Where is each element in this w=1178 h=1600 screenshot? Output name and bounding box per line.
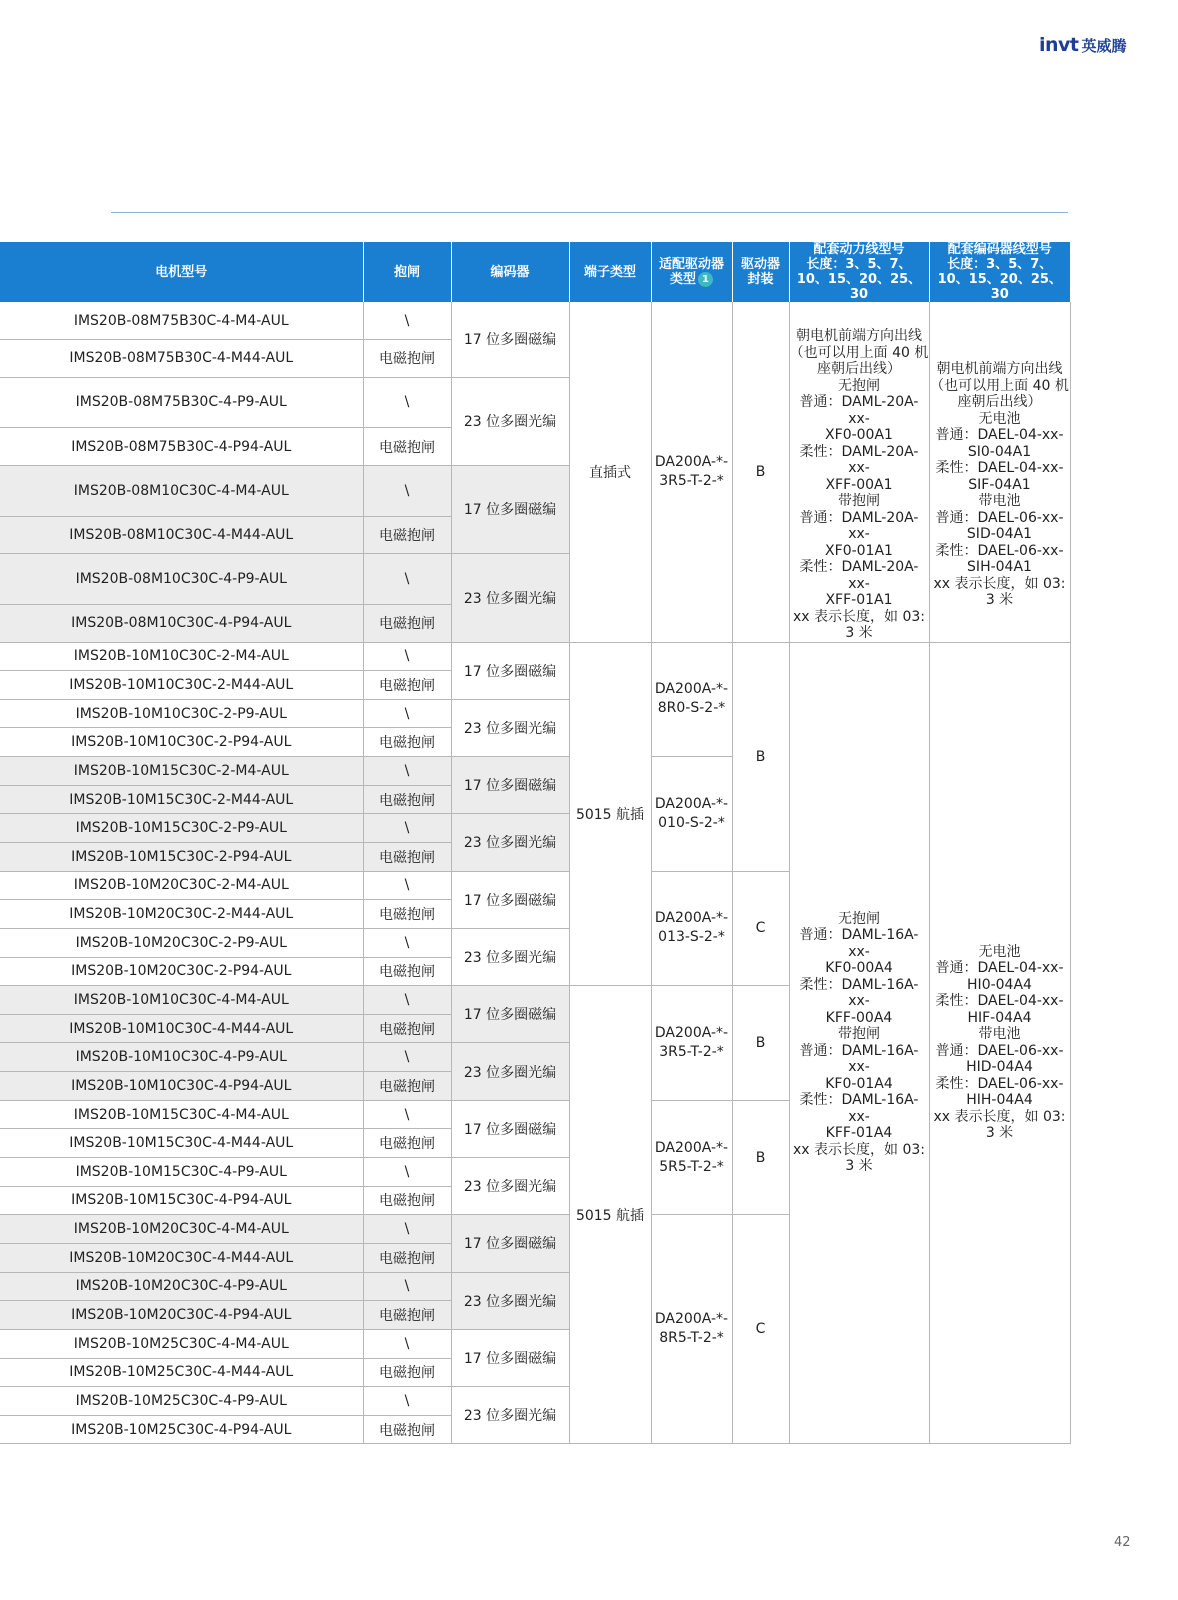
cell-terminal: 5015 航插	[569, 642, 651, 986]
cell-model: IMS20B-10M15C30C-2-M44-AUL	[0, 785, 363, 814]
cell-brake: \	[363, 1272, 451, 1301]
cell-driver-type: DA200A-*- 5R5-T-2-*	[651, 1100, 732, 1215]
cell-encoder: 23 位多圈光编	[451, 928, 569, 985]
cell-brake: 电磁抱闸	[363, 957, 451, 986]
cell-encoder: 17 位多圈磁编	[451, 986, 569, 1043]
cell-brake: \	[363, 814, 451, 843]
cell-encoder: 23 位多圈光编	[451, 1043, 569, 1100]
brand-mark: invt	[1039, 34, 1079, 56]
cell-model: IMS20B-10M20C30C-2-P94-AUL	[0, 957, 363, 986]
cell-brake: \	[363, 928, 451, 957]
brand-name: 英威腾	[1081, 36, 1127, 55]
cell-driver-type: DA200A-*- 8R5-T-2-*	[651, 1215, 732, 1444]
cell-model: IMS20B-10M15C30C-2-M4-AUL	[0, 757, 363, 786]
cell-brake: 电磁抱闸	[363, 516, 451, 554]
table-header-row	[0, 242, 1070, 302]
cell-encoder: 17 位多圈磁编	[451, 871, 569, 928]
cell-brake: 电磁抱闸	[363, 1014, 451, 1043]
cell-encoder: 23 位多圈光编	[451, 814, 569, 871]
cell-model: IMS20B-10M20C30C-2-P9-AUL	[0, 928, 363, 957]
cell-brake: \	[363, 302, 451, 340]
table-row	[0, 302, 1070, 340]
note-badge: 1	[698, 272, 713, 287]
cell-encoder-cable: 无电池 普通：DAEL-04-xx- HI0-04A4 柔性：DAEL-04-xx- HIF-04A4 带电池 普通：DAEL-06-xx- HID-04A4 柔性：DAEL-06-xx- HIH-04A4 xx 表示长度，如 03: 3 米	[929, 642, 1070, 1444]
cell-encoder: 17 位多圈磁编	[451, 302, 569, 377]
cell-brake: 电磁抱闸	[363, 428, 451, 466]
cell-model: IMS20B-10M15C30C-2-P9-AUL	[0, 814, 363, 843]
header-terminal: 端子类型	[569, 242, 651, 302]
cell-model: IMS20B-10M25C30C-4-M4-AUL	[0, 1329, 363, 1358]
cell-model: IMS20B-10M10C30C-4-P94-AUL	[0, 1072, 363, 1101]
cell-brake: 电磁抱闸	[363, 900, 451, 929]
cell-model: IMS20B-10M20C30C-2-M44-AUL	[0, 900, 363, 929]
cell-driver-type: DA200A-*- 010-S-2-*	[651, 757, 732, 872]
cell-model: IMS20B-10M20C30C-2-M4-AUL	[0, 871, 363, 900]
cell-model: IMS20B-08M75B30C-4-P9-AUL	[0, 377, 363, 428]
cell-brake: \	[363, 1100, 451, 1129]
cell-encoder: 23 位多圈光编	[451, 554, 569, 642]
cell-model: IMS20B-08M75B30C-4-P94-AUL	[0, 428, 363, 466]
cell-model: IMS20B-10M15C30C-4-M44-AUL	[0, 1129, 363, 1158]
cell-terminal: 直插式	[569, 302, 651, 642]
cell-encoder: 17 位多圈磁编	[451, 642, 569, 699]
header-divider	[111, 212, 1068, 213]
cell-driver-package: B	[732, 642, 789, 871]
cell-brake: 电磁抱闸	[363, 1186, 451, 1215]
cell-model: IMS20B-10M15C30C-4-P9-AUL	[0, 1158, 363, 1187]
cell-brake: 电磁抱闸	[363, 1243, 451, 1272]
cell-encoder: 17 位多圈磁编	[451, 465, 569, 553]
cell-brake: \	[363, 1043, 451, 1072]
cell-brake: 电磁抱闸	[363, 340, 451, 378]
cell-encoder: 23 位多圈光编	[451, 1272, 569, 1329]
cell-terminal: 5015 航插	[569, 986, 651, 1444]
cell-model: IMS20B-08M10C30C-4-M44-AUL	[0, 516, 363, 554]
header-encoder: 编码器	[451, 242, 569, 302]
header-encoder-cable: 配套编码器线型号 长度：3、5、7、 10、15、20、25、30	[929, 242, 1070, 302]
cell-model: IMS20B-10M10C30C-2-P94-AUL	[0, 728, 363, 757]
cell-driver-package: B	[732, 302, 789, 642]
cell-brake: \	[363, 642, 451, 671]
header-model: 电机型号	[0, 242, 363, 302]
header-brake: 抱闸	[363, 242, 451, 302]
cell-brake: 电磁抱闸	[363, 842, 451, 871]
cell-brake: \	[363, 1387, 451, 1416]
cell-encoder: 17 位多圈磁编	[451, 1100, 569, 1157]
cell-encoder: 23 位多圈光编	[451, 1387, 569, 1444]
cell-model: IMS20B-08M75B30C-4-M4-AUL	[0, 302, 363, 340]
cell-model: IMS20B-10M10C30C-4-P9-AUL	[0, 1043, 363, 1072]
cell-model: IMS20B-08M75B30C-4-M44-AUL	[0, 340, 363, 378]
cell-model: IMS20B-10M20C30C-4-P9-AUL	[0, 1272, 363, 1301]
cell-brake: 电磁抱闸	[363, 728, 451, 757]
cell-brake: 电磁抱闸	[363, 1415, 451, 1444]
cell-encoder: 17 位多圈磁编	[451, 757, 569, 814]
cell-model: IMS20B-10M10C30C-2-M44-AUL	[0, 671, 363, 700]
cell-model: IMS20B-08M10C30C-4-P9-AUL	[0, 554, 363, 605]
cell-driver-type: DA200A-*- 8R0-S-2-*	[651, 642, 732, 757]
cell-brake: \	[363, 554, 451, 605]
cell-driver-package: C	[732, 1215, 789, 1444]
cell-power-cable: 朝电机前端方向出线 （也可以用上面 40 机 座朝后出线） 无抱闸 普通：DAML-20A-xx- XF0-00A1 柔性：DAML-20A-xx- XFF-00A1 带抱闸 普通：DAML-20A-xx- XF0-01A1 柔性：DAML-20A-xx- XFF-01A1 xx 表示长度，如 03: 3 米	[789, 302, 929, 642]
table-row	[0, 642, 1070, 671]
cell-driver-package: B	[732, 986, 789, 1101]
cell-model: IMS20B-10M20C30C-4-M44-AUL	[0, 1243, 363, 1272]
cell-brake: \	[363, 377, 451, 428]
cell-encoder: 23 位多圈光编	[451, 377, 569, 465]
cell-brake: \	[363, 1215, 451, 1244]
page-number: 42	[1114, 1535, 1131, 1550]
cell-model: IMS20B-10M10C30C-4-M44-AUL	[0, 1014, 363, 1043]
cell-power-cable: 无抱闸 普通：DAML-16A-xx- KF0-00A4 柔性：DAML-16A-xx- KFF-00A4 带抱闸 普通：DAML-16A-xx- KF0-01A4 柔性：DAML-16A-xx- KFF-01A4 xx 表示长度，如 03: 3 米	[789, 642, 929, 1444]
cell-brake: 电磁抱闸	[363, 1129, 451, 1158]
header-driver-type-label: 适配驱动器 类型	[658, 257, 724, 287]
cell-model: IMS20B-10M20C30C-4-P94-AUL	[0, 1301, 363, 1330]
cell-brake: 电磁抱闸	[363, 1301, 451, 1330]
cell-brake: 电磁抱闸	[363, 1358, 451, 1387]
cell-brake: \	[363, 1329, 451, 1358]
cell-model: IMS20B-10M10C30C-4-M4-AUL	[0, 986, 363, 1015]
cell-model: IMS20B-08M10C30C-4-P94-AUL	[0, 605, 363, 643]
header-driver-type	[651, 242, 732, 302]
cell-model: IMS20B-10M15C30C-4-M4-AUL	[0, 1100, 363, 1129]
cell-model: IMS20B-10M15C30C-4-P94-AUL	[0, 1186, 363, 1215]
cell-driver-type: DA200A-*- 013-S-2-*	[651, 871, 732, 986]
cell-brake: \	[363, 986, 451, 1015]
cell-driver-type: DA200A-*- 3R5-T-2-*	[651, 302, 732, 642]
cell-encoder-cable: 朝电机前端方向出线 （也可以用上面 40 机 座朝后出线） 无电池 普通：DAEL-04-xx- SI0-04A1 柔性：DAEL-04-xx- SIF-04A1 带电池 普通：DAEL-06-xx- SID-04A1 柔性：DAEL-06-xx- SIH-04A1 xx 表示长度，如 03: 3 米	[929, 302, 1070, 642]
motor-spec-table	[0, 242, 1071, 1444]
header-driver-package: 驱动器 封装	[732, 242, 789, 302]
cell-brake: 电磁抱闸	[363, 671, 451, 700]
brand-logo	[1039, 34, 1127, 56]
cell-model: IMS20B-10M10C30C-2-M4-AUL	[0, 642, 363, 671]
cell-brake: \	[363, 699, 451, 728]
cell-model: IMS20B-10M10C30C-2-P9-AUL	[0, 699, 363, 728]
cell-brake: 电磁抱闸	[363, 785, 451, 814]
cell-model: IMS20B-10M25C30C-4-P9-AUL	[0, 1387, 363, 1416]
cell-brake: 电磁抱闸	[363, 605, 451, 643]
cell-model: IMS20B-08M10C30C-4-M4-AUL	[0, 465, 363, 516]
table-body	[0, 302, 1070, 1444]
header-power-cable: 配套动力线型号 长度：3、5、7、 10、15、20、25、30	[789, 242, 929, 302]
cell-model: IMS20B-10M15C30C-2-P94-AUL	[0, 842, 363, 871]
cell-encoder: 23 位多圈光编	[451, 1158, 569, 1215]
cell-model: IMS20B-10M25C30C-4-M44-AUL	[0, 1358, 363, 1387]
cell-brake: 电磁抱闸	[363, 1072, 451, 1101]
cell-encoder: 17 位多圈磁编	[451, 1215, 569, 1272]
cell-model: IMS20B-10M20C30C-4-M4-AUL	[0, 1215, 363, 1244]
cell-driver-type: DA200A-*- 3R5-T-2-*	[651, 986, 732, 1101]
cell-brake: \	[363, 757, 451, 786]
cell-brake: \	[363, 465, 451, 516]
cell-model: IMS20B-10M25C30C-4-P94-AUL	[0, 1415, 363, 1444]
cell-encoder: 23 位多圈光编	[451, 699, 569, 756]
cell-driver-package: C	[732, 871, 789, 986]
cell-driver-package: B	[732, 1100, 789, 1215]
cell-brake: \	[363, 871, 451, 900]
cell-encoder: 17 位多圈磁编	[451, 1329, 569, 1386]
cell-brake: \	[363, 1158, 451, 1187]
